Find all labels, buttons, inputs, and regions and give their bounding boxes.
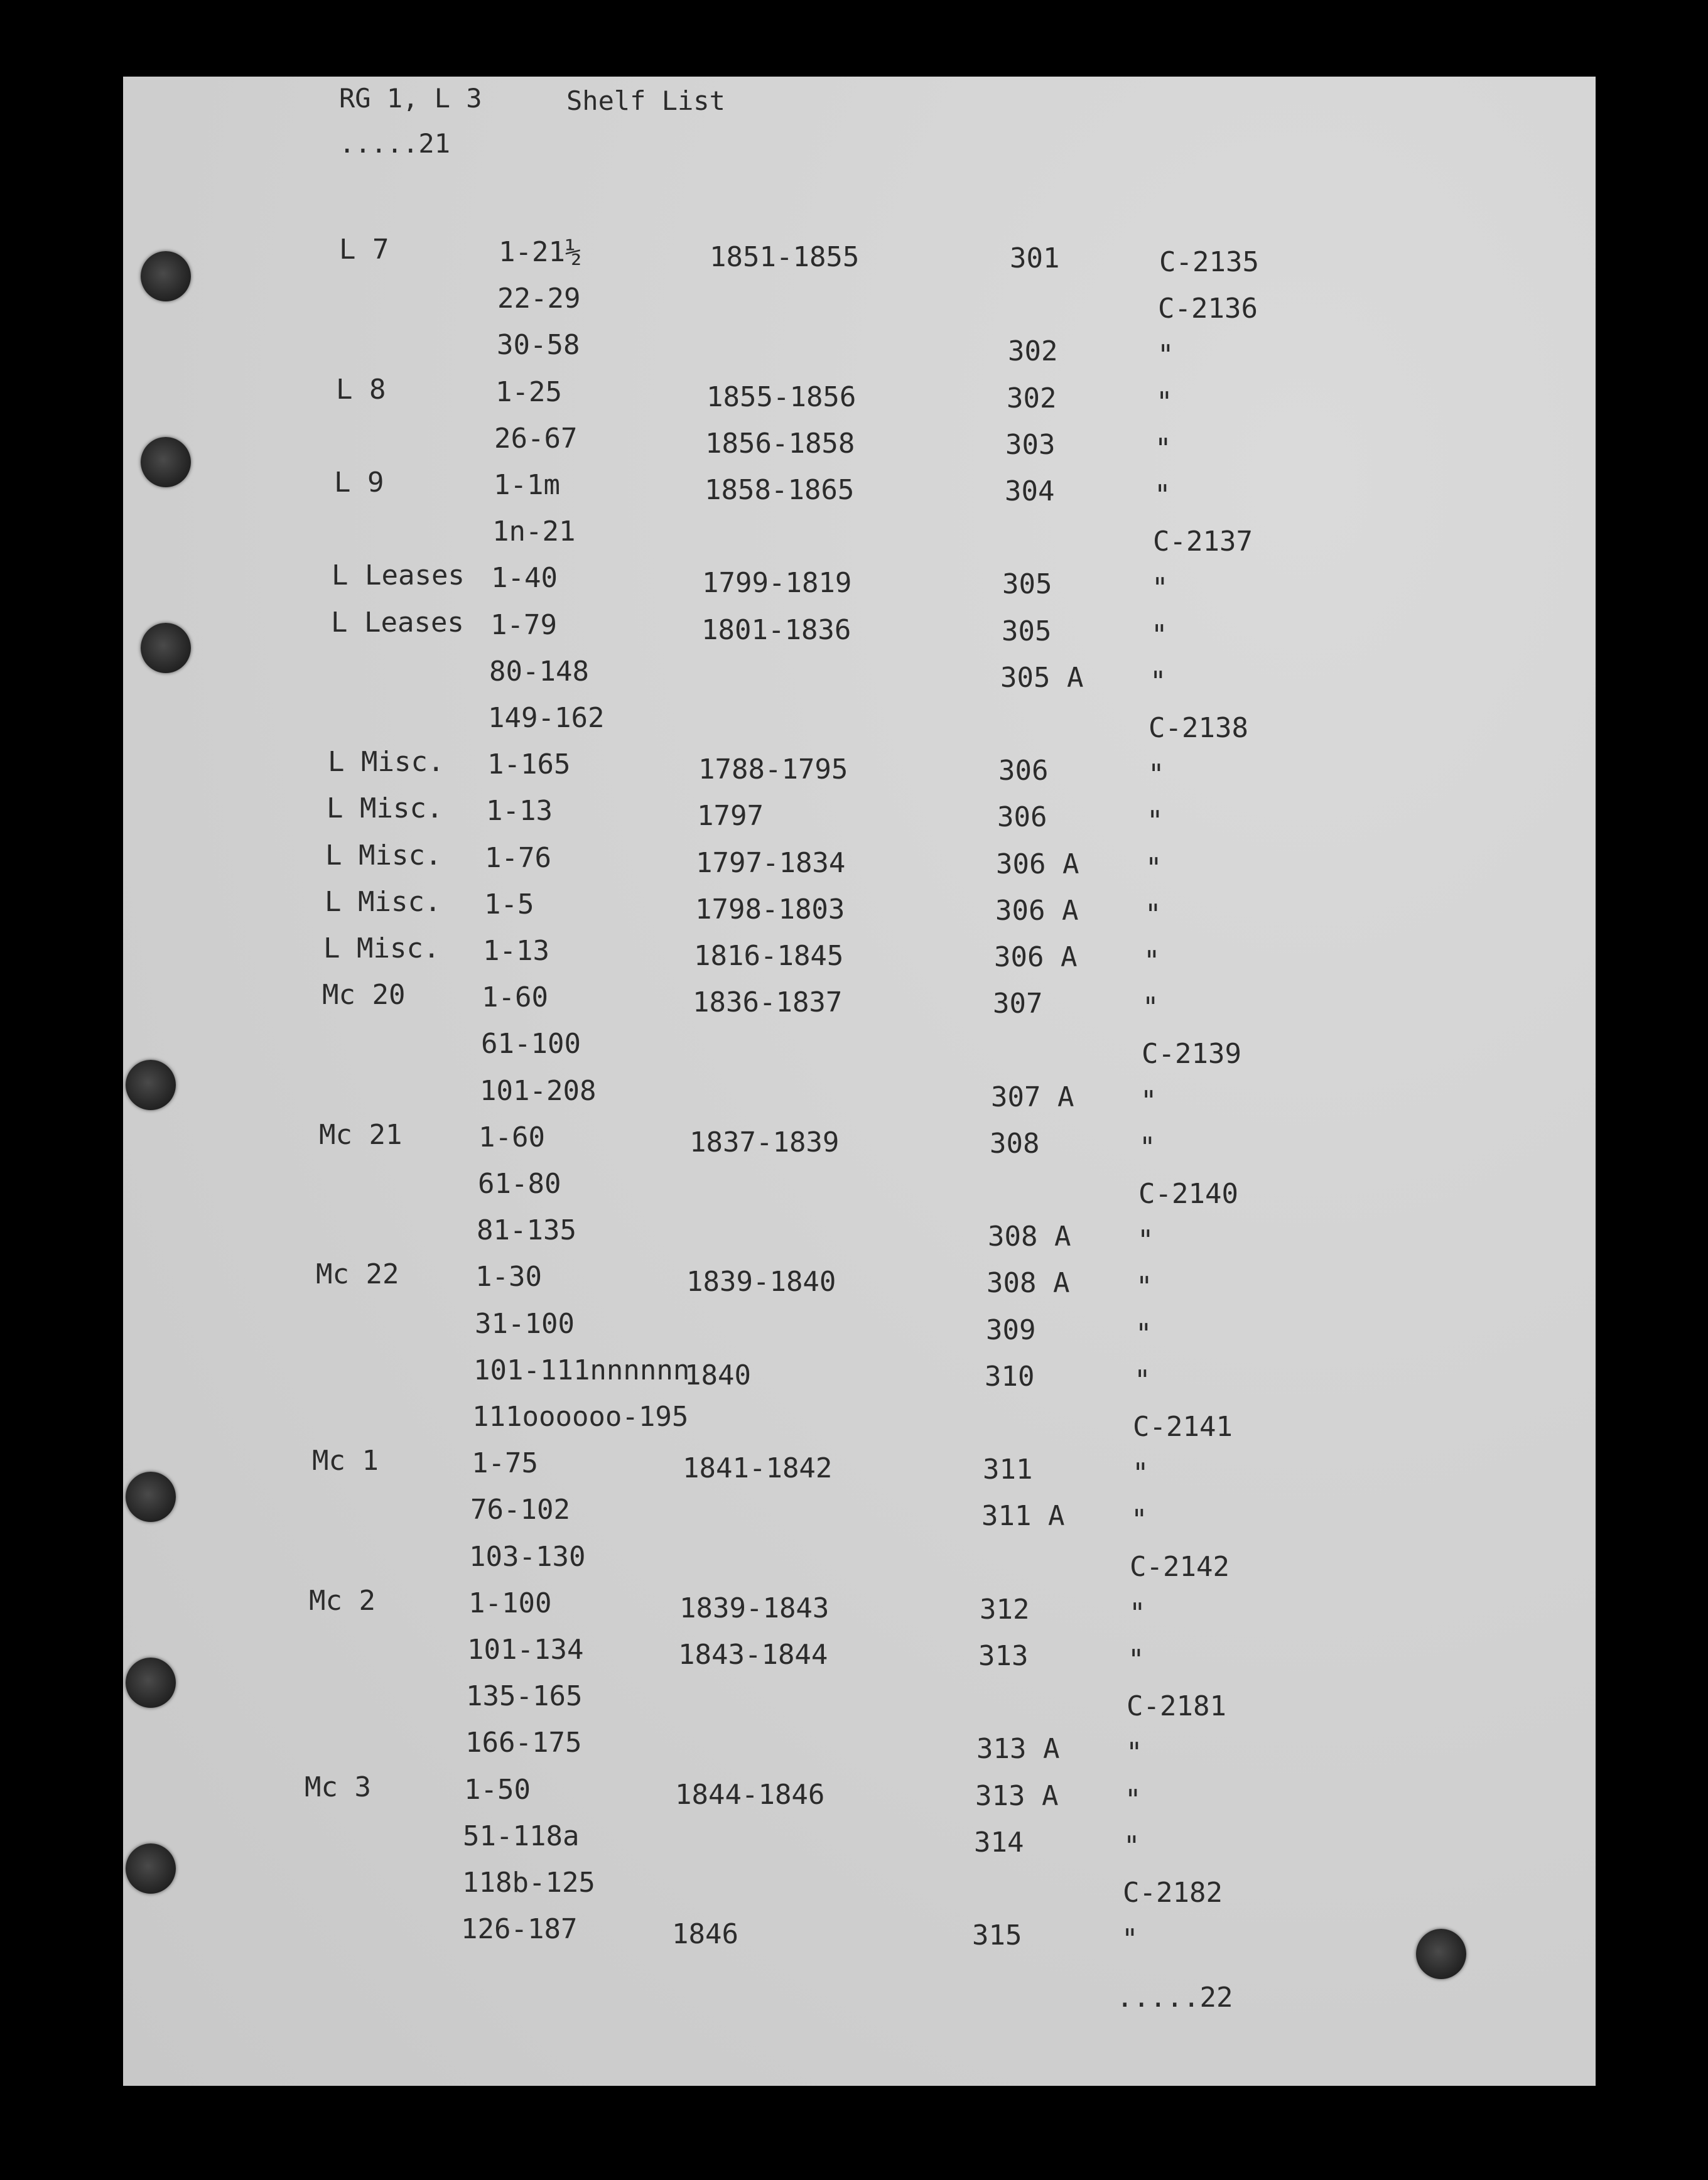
punch-hole-2 (141, 437, 191, 487)
series-label: L Leases (331, 607, 464, 639)
series-label: Mc 21 (319, 1119, 403, 1151)
item-range: 76-102 (470, 1494, 570, 1526)
microfilm-reel: " (1143, 945, 1160, 977)
date-range: 1843-1844 (678, 1639, 828, 1671)
date-range: 1840 (684, 1359, 751, 1391)
item-range: 26-67 (494, 423, 578, 455)
box-number: 305 (1002, 568, 1052, 600)
microfilm-reel: " (1129, 1597, 1146, 1629)
item-range: 1-76 (485, 842, 551, 874)
box-number: 312 (980, 1594, 1030, 1626)
item-range: 1-30 (475, 1261, 542, 1293)
document-page (123, 77, 1596, 2086)
item-range: 1-1m (494, 469, 560, 501)
date-range: 1841-1842 (683, 1452, 833, 1484)
box-number: 309 (986, 1314, 1036, 1346)
box-number: 311 A (981, 1500, 1065, 1532)
punch-hole-4 (126, 1060, 176, 1110)
microfilm-reel: " (1145, 898, 1162, 931)
box-number: 305 (1002, 615, 1052, 647)
date-range: 1836-1837 (693, 986, 843, 1018)
record-group-reference: RG 1, L 3 (339, 83, 482, 114)
microfilm-reel: " (1147, 805, 1164, 837)
series-label: L 7 (339, 234, 389, 266)
item-range: 61-80 (478, 1168, 561, 1200)
microfilm-reel: " (1123, 1830, 1140, 1862)
box-number: 307 (993, 988, 1043, 1020)
series-label: Mc 3 (305, 1771, 371, 1803)
punch-hole-8 (1416, 1929, 1466, 1979)
microfilm-reel: " (1139, 1131, 1156, 1163)
date-range: 1851-1855 (710, 241, 860, 273)
date-range: 1797 (697, 800, 764, 832)
item-range: 1-100 (468, 1587, 552, 1619)
date-range: 1816-1845 (694, 940, 844, 972)
microfilm-reel: " (1142, 991, 1159, 1023)
microfilm-reel: C-2136 (1158, 293, 1258, 325)
microfilm-reel: " (1122, 1923, 1138, 1955)
box-number: 306 (998, 755, 1049, 787)
microfilm-reel: C-2141 (1133, 1411, 1233, 1443)
punch-hole-3 (141, 623, 191, 673)
date-range: 1846 (672, 1918, 738, 1950)
series-label: Mc 22 (316, 1258, 399, 1290)
date-range: 1798-1803 (695, 893, 845, 925)
date-range: 1844-1846 (675, 1779, 825, 1811)
date-range: 1839-1840 (686, 1266, 836, 1298)
next-page-marker: .....22 (1116, 1982, 1233, 2014)
item-range: 118b-125 (462, 1867, 595, 1899)
box-number: 306 (997, 801, 1047, 833)
series-label: L Misc. (325, 839, 442, 871)
box-number: 307 A (991, 1081, 1074, 1113)
box-number: 302 (1008, 335, 1058, 367)
box-number: 305 A (1000, 662, 1084, 694)
item-range: 101-208 (480, 1075, 597, 1107)
item-range: 1-75 (472, 1447, 538, 1479)
series-label: L Misc. (327, 792, 443, 824)
item-range: 1-165 (487, 748, 571, 780)
microfilm-reel: " (1132, 1457, 1149, 1489)
microfilm-reel: " (1152, 572, 1169, 604)
item-range: 51-118a (463, 1820, 580, 1852)
series-label: L Misc. (328, 746, 445, 778)
box-number: 313 A (976, 1733, 1060, 1765)
date-range: 1839-1843 (679, 1592, 830, 1624)
box-number: 313 (978, 1640, 1029, 1672)
microfilm-reel: " (1145, 852, 1162, 884)
item-range: 1-21½ (499, 236, 582, 268)
box-number: 313 A (975, 1780, 1059, 1812)
item-range: 1-13 (483, 935, 549, 967)
microfilm-reel: " (1154, 479, 1171, 511)
box-number: 306 A (995, 895, 1079, 927)
date-range: 1797-1834 (696, 847, 846, 879)
date-range: 1855-1856 (706, 381, 857, 413)
series-label: L Leases (332, 559, 465, 591)
box-number: 315 (972, 1919, 1022, 1951)
box-number: 303 (1005, 429, 1056, 461)
box-number: 311 (983, 1454, 1033, 1486)
box-number: 314 (974, 1827, 1024, 1859)
document-title: Shelf List (566, 85, 725, 116)
microfilm-reel: C-2137 (1153, 526, 1253, 558)
series-label: L 9 (334, 467, 384, 499)
date-range: 1837-1839 (689, 1126, 840, 1158)
series-label: L 8 (336, 374, 386, 406)
series-label: L Misc. (325, 886, 441, 918)
item-range: 1-79 (490, 609, 557, 641)
date-range: 1799-1819 (702, 567, 852, 599)
item-range: 101-111nnnnnn (473, 1354, 690, 1386)
microfilm-reel: " (1134, 1364, 1151, 1396)
date-range: 1801-1836 (701, 614, 851, 646)
microfilm-reel: " (1140, 1085, 1157, 1117)
item-range: 149-162 (488, 702, 605, 734)
item-range: 1n-21 (492, 515, 576, 548)
item-range: 166-175 (465, 1727, 582, 1759)
item-range: 30-58 (497, 329, 580, 361)
box-number: 302 (1007, 382, 1057, 414)
microfilm-reel: " (1125, 1784, 1142, 1816)
item-range: 31-100 (475, 1308, 575, 1340)
item-range: 1-60 (478, 1121, 545, 1153)
item-range: 103-130 (469, 1541, 586, 1573)
box-number: 301 (1010, 242, 1060, 274)
microfilm-reel: " (1157, 339, 1174, 371)
date-range: 1788-1795 (698, 753, 848, 785)
microfilm-reel: C-2138 (1149, 712, 1248, 744)
item-range: 1-25 (495, 376, 562, 408)
punch-hole-5 (126, 1472, 176, 1522)
item-range: 1-13 (486, 795, 553, 827)
item-range: 1-40 (491, 562, 558, 594)
box-number: 310 (985, 1361, 1035, 1393)
microfilm-reel: " (1136, 1271, 1153, 1303)
box-number: 308 A (986, 1267, 1070, 1299)
microfilm-reel: " (1148, 758, 1165, 791)
item-range: 1-5 (484, 888, 534, 920)
box-number: 308 (990, 1128, 1040, 1160)
microfilm-reel: " (1131, 1504, 1148, 1536)
item-range: 1-50 (464, 1774, 531, 1806)
microfilm-reel: C-2140 (1138, 1178, 1238, 1210)
series-label: Mc 1 (312, 1445, 379, 1477)
item-range: 81-135 (477, 1214, 576, 1246)
microfilm-reel: " (1155, 433, 1172, 465)
item-range: 22-29 (497, 283, 581, 315)
punch-hole-7 (126, 1843, 176, 1894)
microfilm-reel: " (1135, 1318, 1152, 1350)
box-number: 306 A (994, 941, 1078, 973)
microfilm-reel: " (1137, 1224, 1154, 1256)
item-range: 61-100 (481, 1028, 581, 1060)
punch-hole-1 (141, 251, 191, 301)
item-range: 126-187 (461, 1913, 578, 1945)
series-label: Mc 2 (309, 1585, 376, 1617)
microfilm-reel: C-2181 (1127, 1690, 1226, 1722)
microfilm-reel: C-2139 (1142, 1038, 1241, 1070)
date-range: 1858-1865 (705, 474, 855, 506)
item-range: 111oooooo-195 (472, 1401, 689, 1433)
microfilm-reel: " (1156, 386, 1173, 418)
item-range: 80-148 (489, 656, 589, 688)
item-range: 101-134 (467, 1634, 584, 1666)
item-range: 135-165 (466, 1680, 583, 1712)
series-label: Mc 20 (322, 979, 406, 1011)
microfilm-reel: C-2142 (1130, 1551, 1230, 1583)
box-number: 308 A (988, 1221, 1071, 1253)
microfilm-reel: " (1126, 1737, 1143, 1769)
microfilm-reel: " (1128, 1644, 1145, 1676)
box-number: 306 A (996, 848, 1079, 880)
item-range: 1-60 (482, 981, 548, 1013)
microfilm-reel: C-2182 (1123, 1877, 1223, 1909)
microfilm-reel: " (1150, 666, 1167, 698)
microfilm-reel: " (1151, 619, 1168, 651)
previous-page-marker: .....21 (339, 128, 451, 159)
microfilm-reel: C-2135 (1159, 246, 1259, 278)
box-number: 304 (1005, 475, 1055, 507)
series-label: L Misc. (323, 932, 440, 964)
punch-hole-6 (126, 1658, 176, 1708)
date-range: 1856-1858 (705, 428, 855, 460)
